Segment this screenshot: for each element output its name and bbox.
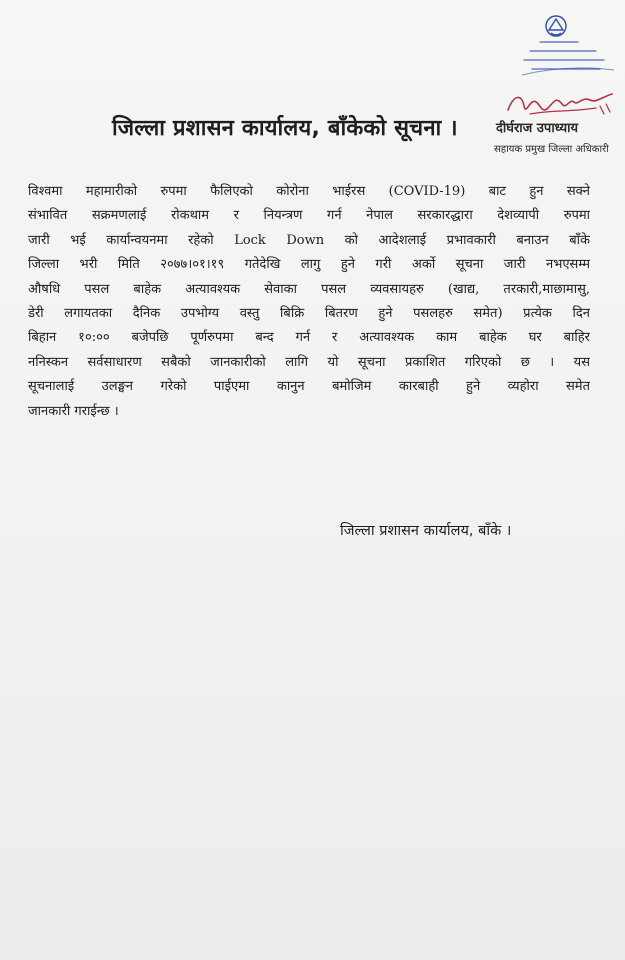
- signer-title: सहायक प्रमुख जिल्ला अधिकारी: [494, 144, 609, 155]
- body-line: जारी भई कार्यान्वयनमा रहेको Lock Down को आदेशलाई प्रभावकारी बनाउन बाँके: [28, 232, 590, 248]
- signer-name: दीर्घराज उपाध्याय: [496, 121, 579, 136]
- office-signoff: जिल्ला प्रशासन कार्यालय, बाँके ।: [340, 523, 512, 539]
- office-stamp: [518, 12, 618, 80]
- body-line: विश्वमा महामारीको रुपमा फैलिएको कोरोना भाईरस (COVID-19) बाट हुन सक्ने: [28, 184, 590, 199]
- signature-scribble-icon: [500, 88, 620, 122]
- body-line: ननिस्कन सर्वसाधारण सबैको जानकारीको लागि यो सूचना प्रकाशित गरिएको छ । यस: [28, 354, 590, 370]
- handwritten-signature: [500, 88, 620, 122]
- body-line: संभावित सक्रमणलाई रोकथाम र नियन्त्रण गर्न नेपाल सरकारद्धारा देशव्यापी रुपमा: [28, 208, 590, 224]
- notice-body: [28, 180, 590, 424]
- body-line: औषधि पसल बाहेक अत्यावश्यक सेवाका पसल व्यवसायहरु (खाद्य, तरकारी,माछामासु,: [28, 281, 590, 297]
- notice-title: जिल्ला प्रशासन कार्यालय, बाँकेको सूचना ।: [112, 116, 458, 141]
- body-line: बिहान १०:०० बजेपछि पूर्णरुपमा बन्द गर्न र अत्यावश्यक काम बाहेक घर बाहिर: [28, 330, 590, 346]
- body-line: सूचनालाई उलङ्घन गरेको पाईएमा कानुन बमोजिम कारबाही हुने व्यहोरा समेत: [28, 379, 590, 395]
- body-line: जानकारी गराईन्छ ।: [28, 403, 119, 419]
- body-line: डेरी लगायतका दैनिक उपभोग्य वस्तु बिक्रि बितरण हुने पसलहरु समेत) प्रत्येक दिन: [28, 306, 590, 322]
- stamp-emblem-icon: [518, 12, 618, 80]
- body-line: जिल्ला भरी मिति २०७७।०१।१९ गतेदेखि लागु हुने गरी अर्को सूचना जारी नभएसम्म: [28, 257, 590, 273]
